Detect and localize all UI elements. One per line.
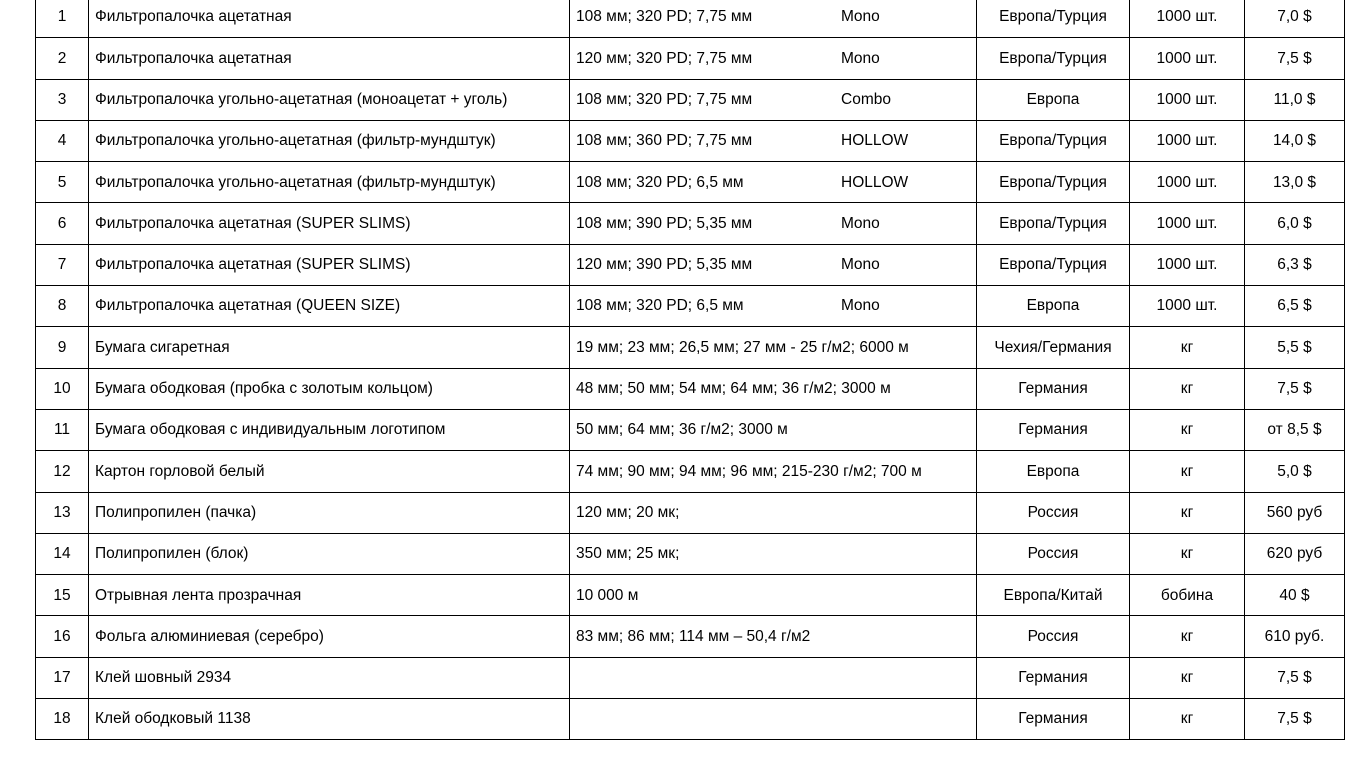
- price-cell: 14,0 $: [1245, 120, 1345, 161]
- unit-cell: кг: [1130, 657, 1245, 698]
- row-number-cell: 14: [36, 533, 89, 574]
- spec-text: 120 мм; 320 PD; 7,75 мм: [576, 49, 753, 67]
- row-number-cell: 5: [36, 162, 89, 203]
- unit-cell: бобина: [1130, 575, 1245, 616]
- price-cell: от 8,5 $: [1245, 409, 1345, 450]
- spec-cell: [570, 38, 977, 79]
- spec-text: 19 мм; 23 мм; 26,5 мм; 27 мм - 25 г/м2; 6000 м: [576, 338, 909, 356]
- product-name-cell: Клей шовный 2934: [89, 657, 570, 698]
- product-name-cell: Бумага сигаретная: [89, 327, 570, 368]
- origin-cell: Россия: [977, 492, 1130, 533]
- spec-text: 108 мм; 320 PD; 7,75 мм: [576, 8, 753, 26]
- unit-cell: кг: [1130, 492, 1245, 533]
- table-row: [36, 492, 1345, 533]
- spec-cell: [570, 657, 977, 698]
- row-number-cell: 11: [36, 409, 89, 450]
- product-name-cell: Фильтропалочка ацетатная (SUPER SLIMS): [89, 203, 570, 244]
- product-name-cell: Бумага ободковая (пробка с золотым кольцом): [89, 368, 570, 409]
- spec-cell: [570, 575, 977, 616]
- price-list-body: [36, 0, 1345, 740]
- filter-type-text: HOLLOW: [841, 173, 909, 191]
- filter-type-text: Combo: [841, 90, 891, 108]
- unit-cell: 1000 шт.: [1130, 286, 1245, 327]
- origin-cell: Европа: [977, 451, 1130, 492]
- origin-cell: Европа: [977, 286, 1130, 327]
- spec-text: 120 мм; 390 PD; 5,35 мм: [576, 256, 753, 274]
- product-name-cell: Фильтропалочка ацетатная (QUEEN SIZE): [89, 286, 570, 327]
- table-row: [36, 203, 1345, 244]
- spec-text: 120 мм; 20 мк;: [576, 503, 680, 521]
- product-name-cell: Фильтропалочка ацетатная: [89, 0, 570, 38]
- spec-text: 74 мм; 90 мм; 94 мм; 96 мм; 215-230 г/м2; 700 м: [576, 462, 922, 480]
- table-row: [36, 533, 1345, 574]
- unit-cell: кг: [1130, 368, 1245, 409]
- spec-cell: [570, 368, 977, 409]
- unit-cell: кг: [1130, 409, 1245, 450]
- table-row: [36, 0, 1345, 38]
- unit-cell: кг: [1130, 451, 1245, 492]
- origin-cell: Европа/Турция: [977, 0, 1130, 38]
- origin-cell: Чехия/Германия: [977, 327, 1130, 368]
- spec-cell: [570, 409, 977, 450]
- row-number-cell: 2: [36, 38, 89, 79]
- price-cell: 560 руб: [1245, 492, 1345, 533]
- row-number-cell: 6: [36, 203, 89, 244]
- table-row: [36, 657, 1345, 698]
- price-cell: 5,5 $: [1245, 327, 1345, 368]
- unit-cell: 1000 шт.: [1130, 244, 1245, 285]
- row-number-cell: 13: [36, 492, 89, 533]
- row-number-cell: 18: [36, 699, 89, 740]
- filter-type-text: HOLLOW: [841, 132, 909, 150]
- table-row: [36, 616, 1345, 657]
- spec-cell: [570, 203, 977, 244]
- origin-cell: Европа/Турция: [977, 38, 1130, 79]
- product-name-cell: Фильтропалочка ацетатная: [89, 38, 570, 79]
- table-row: [36, 79, 1345, 120]
- price-cell: 40 $: [1245, 575, 1345, 616]
- unit-cell: кг: [1130, 699, 1245, 740]
- origin-cell: Германия: [977, 368, 1130, 409]
- row-number-cell: 10: [36, 368, 89, 409]
- spec-text: 108 мм; 360 PD; 7,75 мм: [576, 132, 753, 150]
- product-name-cell: Бумага ободковая с индивидуальным логотипом: [89, 409, 570, 450]
- price-cell: 11,0 $: [1245, 79, 1345, 120]
- filter-type-text: Mono: [841, 297, 880, 315]
- filter-type-text: Mono: [841, 8, 880, 26]
- spec-text: 350 мм; 25 мк;: [576, 545, 680, 563]
- row-number-cell: 9: [36, 327, 89, 368]
- table-row: [36, 575, 1345, 616]
- price-cell: 7,5 $: [1245, 38, 1345, 79]
- origin-cell: Европа/Турция: [977, 203, 1130, 244]
- spec-text: 83 мм; 86 мм; 114 мм – 50,4 г/м2: [576, 627, 811, 645]
- origin-cell: Германия: [977, 699, 1130, 740]
- table-row: [36, 327, 1345, 368]
- spec-cell: [570, 162, 977, 203]
- origin-cell: Россия: [977, 533, 1130, 574]
- spec-cell: [570, 492, 977, 533]
- unit-cell: 1000 шт.: [1130, 38, 1245, 79]
- product-name-cell: Фильтропалочка ацетатная (SUPER SLIMS): [89, 244, 570, 285]
- row-number-cell: 12: [36, 451, 89, 492]
- unit-cell: 1000 шт.: [1130, 79, 1245, 120]
- price-cell: 620 руб: [1245, 533, 1345, 574]
- spec-cell: [570, 533, 977, 574]
- price-cell: 6,0 $: [1245, 203, 1345, 244]
- origin-cell: Европа/Китай: [977, 575, 1130, 616]
- price-cell: 7,5 $: [1245, 657, 1345, 698]
- origin-cell: Европа/Турция: [977, 162, 1130, 203]
- table-row: [36, 120, 1345, 161]
- origin-cell: Европа/Турция: [977, 120, 1130, 161]
- unit-cell: кг: [1130, 327, 1245, 368]
- table-row: [36, 699, 1345, 740]
- product-name-cell: Фольга алюминиевая (серебро): [89, 616, 570, 657]
- unit-cell: 1000 шт.: [1130, 0, 1245, 38]
- price-list-table: [35, 0, 1345, 740]
- row-number-cell: 16: [36, 616, 89, 657]
- table-row: [36, 451, 1345, 492]
- unit-cell: 1000 шт.: [1130, 162, 1245, 203]
- spec-text: 108 мм; 390 PD; 5,35 мм: [576, 214, 753, 232]
- unit-cell: кг: [1130, 616, 1245, 657]
- spec-cell: [570, 699, 977, 740]
- filter-type-text: Mono: [841, 214, 880, 232]
- spec-cell: [570, 0, 977, 38]
- price-cell: 6,3 $: [1245, 244, 1345, 285]
- price-cell: 6,5 $: [1245, 286, 1345, 327]
- unit-cell: кг: [1130, 533, 1245, 574]
- origin-cell: Германия: [977, 657, 1130, 698]
- spec-cell: [570, 286, 977, 327]
- table-row: [36, 409, 1345, 450]
- origin-cell: Европа/Турция: [977, 244, 1130, 285]
- price-cell: 610 руб.: [1245, 616, 1345, 657]
- spec-text: 48 мм; 50 мм; 54 мм; 64 мм; 36 г/м2; 3000 м: [576, 380, 891, 398]
- product-name-cell: Клей ободковый 1138: [89, 699, 570, 740]
- unit-cell: 1000 шт.: [1130, 120, 1245, 161]
- spec-text: 108 мм; 320 PD; 6,5 мм: [576, 173, 744, 191]
- product-name-cell: Фильтропалочка угольно-ацетатная (фильтр-мундштук): [89, 120, 570, 161]
- price-cell: 5,0 $: [1245, 451, 1345, 492]
- product-name-cell: Фильтропалочка угольно-ацетатная (моноацетат + уголь): [89, 79, 570, 120]
- table-row: [36, 162, 1345, 203]
- spec-cell: [570, 327, 977, 368]
- spec-text: 10 000 м: [576, 586, 639, 604]
- filter-type-text: Mono: [841, 49, 880, 67]
- price-cell: 13,0 $: [1245, 162, 1345, 203]
- spec-cell: [570, 120, 977, 161]
- origin-cell: Россия: [977, 616, 1130, 657]
- price-cell: 7,0 $: [1245, 0, 1345, 38]
- unit-cell: 1000 шт.: [1130, 203, 1245, 244]
- spec-cell: [570, 79, 977, 120]
- origin-cell: Германия: [977, 409, 1130, 450]
- table-row: [36, 286, 1345, 327]
- table-row: [36, 244, 1345, 285]
- row-number-cell: 17: [36, 657, 89, 698]
- row-number-cell: 3: [36, 79, 89, 120]
- table-row: [36, 368, 1345, 409]
- price-cell: 7,5 $: [1245, 699, 1345, 740]
- origin-cell: Европа: [977, 79, 1130, 120]
- spec-text: 50 мм; 64 мм; 36 г/м2; 3000 м: [576, 421, 788, 439]
- filter-type-text: Mono: [841, 256, 880, 274]
- spec-cell: [570, 616, 977, 657]
- row-number-cell: 7: [36, 244, 89, 285]
- spec-cell: [570, 451, 977, 492]
- row-number-cell: 15: [36, 575, 89, 616]
- row-number-cell: 8: [36, 286, 89, 327]
- product-name-cell: Полипропилен (блок): [89, 533, 570, 574]
- product-name-cell: Картон горловой белый: [89, 451, 570, 492]
- spec-text: 108 мм; 320 PD; 6,5 мм: [576, 297, 744, 315]
- table-row: [36, 38, 1345, 79]
- product-name-cell: Отрывная лента прозрачная: [89, 575, 570, 616]
- price-cell: 7,5 $: [1245, 368, 1345, 409]
- product-name-cell: Полипропилен (пачка): [89, 492, 570, 533]
- row-number-cell: 4: [36, 120, 89, 161]
- spec-text: 108 мм; 320 PD; 7,75 мм: [576, 90, 753, 108]
- row-number-cell: 1: [36, 0, 89, 38]
- spec-cell: [570, 244, 977, 285]
- product-name-cell: Фильтропалочка угольно-ацетатная (фильтр-мундштук): [89, 162, 570, 203]
